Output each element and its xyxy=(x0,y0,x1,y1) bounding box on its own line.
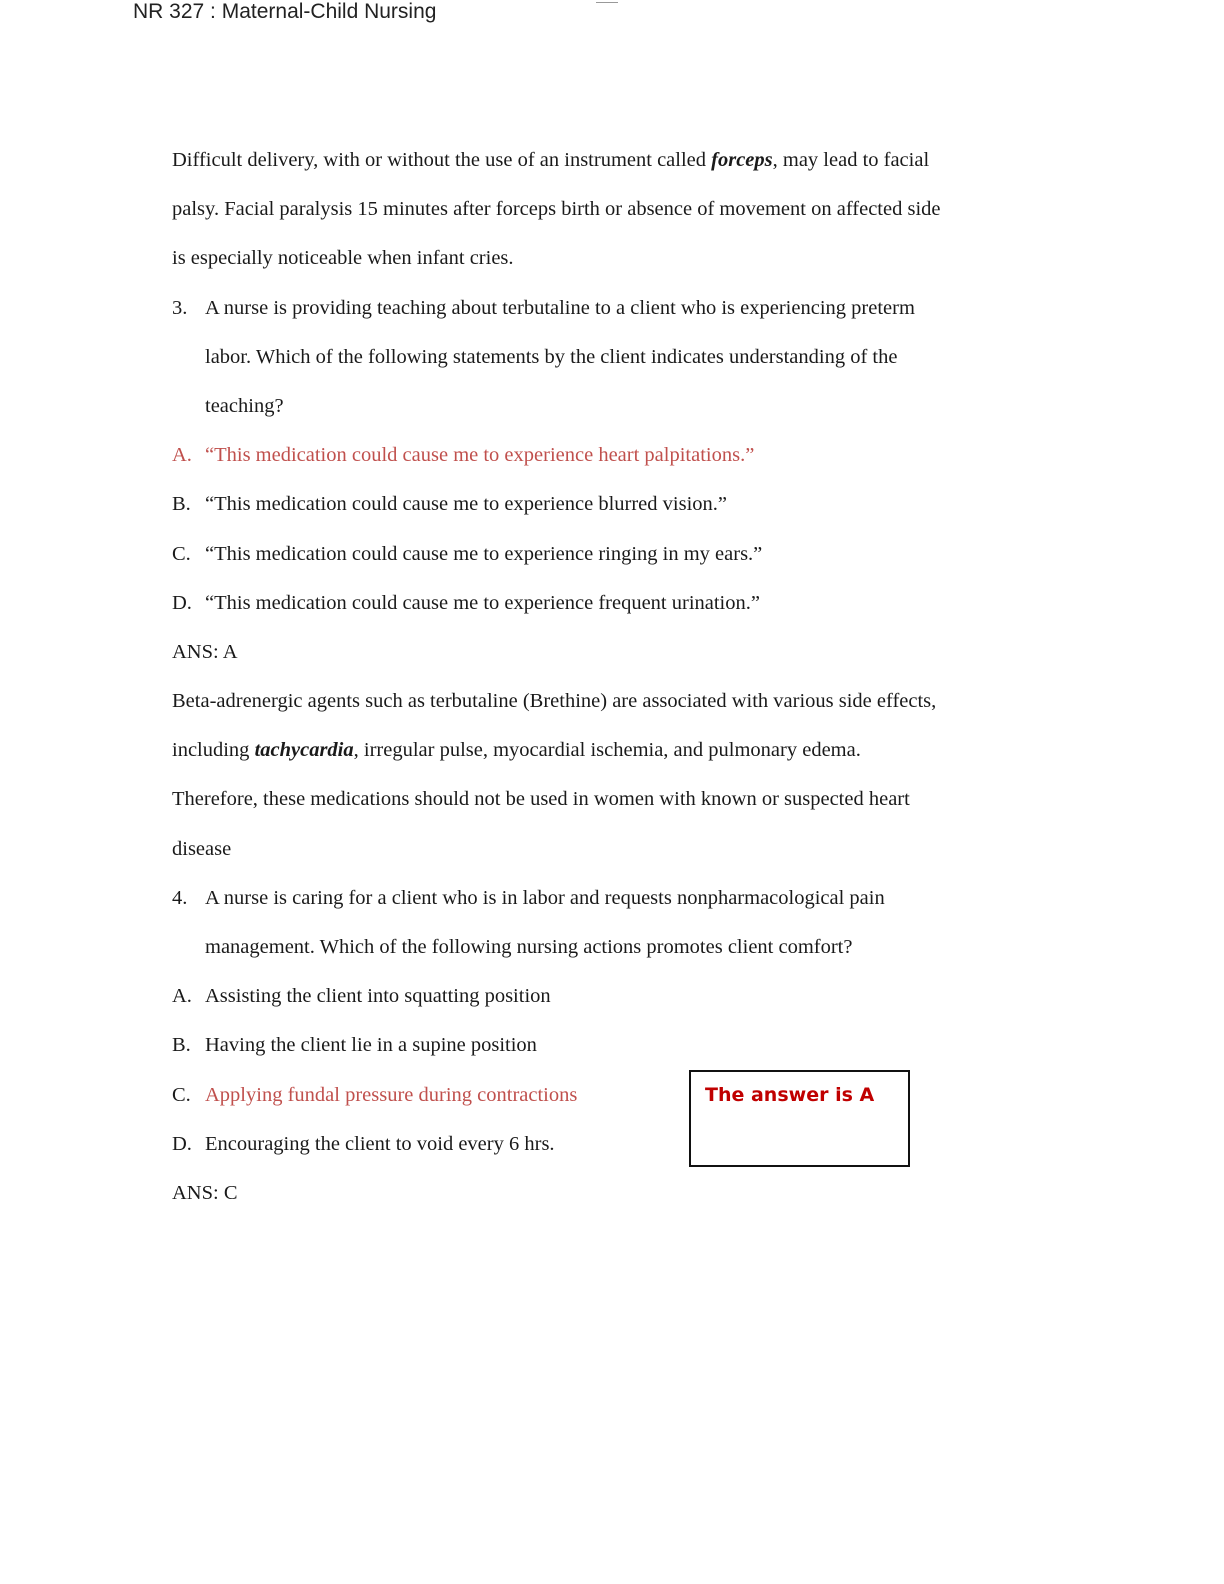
option-letter: C. xyxy=(172,1083,191,1106)
option-text: “This medication could cause me to experience heart palpitations.” xyxy=(205,444,755,467)
q4-option-b xyxy=(172,1021,982,1070)
q3-option-b xyxy=(172,480,982,529)
option-text: Assisting the client into squatting position xyxy=(205,985,551,1008)
option-text: “This medication could cause me to experience frequent urination.” xyxy=(205,591,760,614)
option-letter: C. xyxy=(172,542,191,565)
question-3-stem-cont: teaching? xyxy=(205,394,284,417)
option-letter: A. xyxy=(172,985,192,1008)
question-3-stem-cont: labor. Which of the following statements by the client indicates understanding of the xyxy=(205,345,898,368)
q3-rationale: Therefore, these medications should not be used in women with known or suspected heart xyxy=(172,788,910,811)
answer-annotation-box xyxy=(689,1070,910,1167)
question-4-stem: 4. A nurse is caring for a client who is in labor and requests nonpharmacological pain xyxy=(172,874,982,923)
page-header: NR 327 : Maternal-Child Nursing xyxy=(133,0,437,23)
q3-answer: ANS: A xyxy=(172,640,238,663)
option-text: Applying fundal pressure during contractions xyxy=(205,1083,578,1106)
option-letter: D. xyxy=(172,591,192,614)
document-body xyxy=(172,136,982,1218)
option-text: “This medication could cause me to experience blurred vision.” xyxy=(205,493,727,516)
option-letter: B. xyxy=(172,1034,191,1057)
option-text: Having the client lie in a supine position xyxy=(205,1034,537,1057)
q3-rationale: Beta-adrenergic agents such as terbutaline (Brethine) are associated with various side effects, xyxy=(172,690,937,713)
question-number: 4. xyxy=(172,886,188,909)
q3-option-a xyxy=(172,431,982,480)
option-text: Encouraging the client to void every 6 hrs. xyxy=(205,1132,555,1155)
q3-rationale: disease xyxy=(172,837,232,860)
header-mark xyxy=(596,0,618,3)
question-number: 3. xyxy=(172,296,188,319)
q3-rationale: including tachycardia, irregular pulse, myocardial ischemia, and pulmonary edema. xyxy=(172,739,861,762)
emphasis-forceps: forceps xyxy=(711,149,773,171)
option-text: “This medication could cause me to experience ringing in my ears.” xyxy=(205,542,763,565)
question-4-stem-cont: management. Which of the following nursing actions promotes client comfort? xyxy=(205,936,853,958)
emphasis-tachycardia: tachycardia xyxy=(254,739,354,762)
option-letter: B. xyxy=(172,493,191,516)
answer-annotation-text: The answer is A xyxy=(705,1084,875,1106)
q4-answer: ANS: C xyxy=(172,1181,238,1204)
q4-option-a xyxy=(172,972,982,1021)
q3-option-c xyxy=(172,530,982,579)
question-3-stem: 3. A nurse is providing teaching about terbutaline to a client who is experiencing preterm xyxy=(172,284,982,333)
rationale-line: Difficult delivery, with or without the use of an instrument called forceps, may lead to facial xyxy=(172,149,930,171)
rationale-line: is especially noticeable when infant cries. xyxy=(172,247,514,270)
option-letter: D. xyxy=(172,1132,192,1155)
option-letter: A. xyxy=(172,444,192,467)
q3-option-d xyxy=(172,579,982,628)
rationale-line: palsy. Facial paralysis 15 minutes after forceps birth or absence of movement on affected side xyxy=(172,198,941,221)
